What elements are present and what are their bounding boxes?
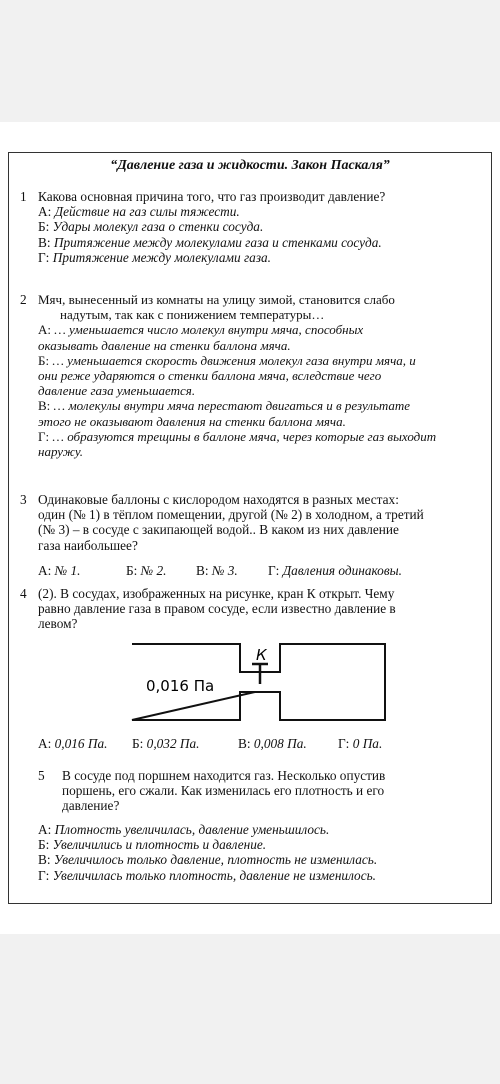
left-vessel-pressure-label: 0,016 Па — [146, 677, 215, 695]
q5-option-a: А: Плотность увеличилась, давление уменьшилось. — [38, 822, 330, 837]
vessels-figure — [130, 640, 390, 722]
q2-option-c-cont: этого не оказывают давления на стенки баллона мяча. — [38, 413, 346, 429]
question-2-number: 2 — [20, 292, 27, 307]
question-1 — [38, 189, 478, 265]
question-3-line2: один (№ 1) в тёплом помещении, другой (№ 2) в холодном, а третий — [38, 507, 424, 523]
question-3-line1: Одинаковые баллоны с кислородом находятся в разных местах: — [38, 492, 399, 507]
question-2 — [38, 292, 478, 459]
question-5-line1: В сосуде под поршнем находится газ. Несколько опустив — [62, 768, 386, 783]
q4-answer-b: Б: 0,032 Па. — [132, 736, 200, 751]
valve-label: К — [256, 646, 267, 664]
q2-option-d-cont: наружу. — [38, 444, 84, 460]
question-1-number: 1 — [20, 189, 27, 204]
question-5-line3: давление? — [62, 798, 120, 814]
q3-answer-a: А: № 1. — [38, 563, 81, 578]
bottom-gray-band — [0, 934, 500, 1084]
q2-option-a: А: … уменьшается число молекул внутри мяча, способных — [38, 322, 364, 338]
q2-option-b-cont1: они реже ударяются о стенки баллона мяча, вследствие чего — [38, 368, 382, 384]
q3-answer-d: Г: Давления одинаковы. — [268, 563, 402, 578]
question-4-line2: равно давление газа в правом сосуде, если известно давление в — [38, 601, 396, 617]
question-5-number: 5 — [38, 768, 45, 783]
top-gray-band — [0, 0, 500, 122]
question-4-number: 4 — [20, 586, 27, 601]
question-3-line3: (№ 3) – в сосуде с закипающей водой.. В каком из них давление — [38, 522, 399, 538]
question-3-number: 3 — [20, 492, 27, 507]
question-4-line3: левом? — [38, 616, 78, 632]
question-3-line4: газа наибольшее? — [38, 537, 138, 553]
question-4 — [38, 586, 478, 632]
question-3 — [38, 492, 478, 553]
q2-option-b: Б: … уменьшается скорость движения молекул газа внутри мяча, и — [38, 352, 416, 368]
q3-answer-b: Б: № 2. — [126, 563, 167, 578]
worksheet-title: “Давление газа и жидкости. Закон Паскаля” — [110, 158, 390, 173]
question-5-line2: поршень, его сжали. Как изменилась его плотность и его — [62, 783, 385, 799]
q5-option-d: Г: Увеличилась только плотность, давление не изменилось. — [38, 867, 376, 883]
q1-option-b: Б: Удары молекул газа о стенки сосуда. — [38, 219, 264, 235]
q1-option-c: В: Притяжение между молекулами газа и стенками сосуда. — [38, 234, 382, 250]
q1-option-a: А: Действие на газ силы тяжести. — [38, 204, 240, 220]
q4-answer-a: А: 0,016 Па. — [38, 736, 108, 751]
question-2-text-line2: надутым, так как с понижением температуры… — [60, 307, 325, 323]
q1-option-d: Г: Притяжение между молекулами газа. — [38, 249, 271, 265]
q2-option-d: Г: … образуются трещины в баллоне мяча, через которые газ выходит — [38, 428, 437, 444]
question-1-text: Какова основная причина того, что газ производит давление? — [38, 189, 386, 204]
q4-answer-c: В: 0,008 Па. — [238, 736, 307, 751]
question-5-options — [38, 822, 478, 883]
q2-option-b-cont2: давление газа уменьшается. — [38, 383, 196, 399]
q2-option-a-cont: оказывать давление на стенки баллона мяча. — [38, 337, 291, 353]
q2-option-c: В: … молекулы внутри мяча перестают двигаться и в результате — [38, 398, 411, 414]
question-4-line1: (2). В сосудах, изображенных на рисунке, кран К открыт. Чему — [38, 586, 395, 601]
right-vessel — [271, 644, 385, 720]
question-2-text-line1: Мяч, вынесенный из комнаты на улицу зимой, становится слабо — [38, 292, 395, 307]
q5-option-b: Б: Увеличились и плотность и давление. — [38, 837, 267, 853]
question-5 — [62, 768, 478, 814]
q4-answer-d: Г: 0 Па. — [338, 736, 383, 751]
q5-option-c: В: Увеличилось только давление, плотность не изменилась. — [38, 852, 378, 868]
q4-answers — [38, 736, 478, 752]
q3-answer-c: В: № 3. — [196, 563, 238, 578]
q3-answers — [38, 563, 478, 579]
